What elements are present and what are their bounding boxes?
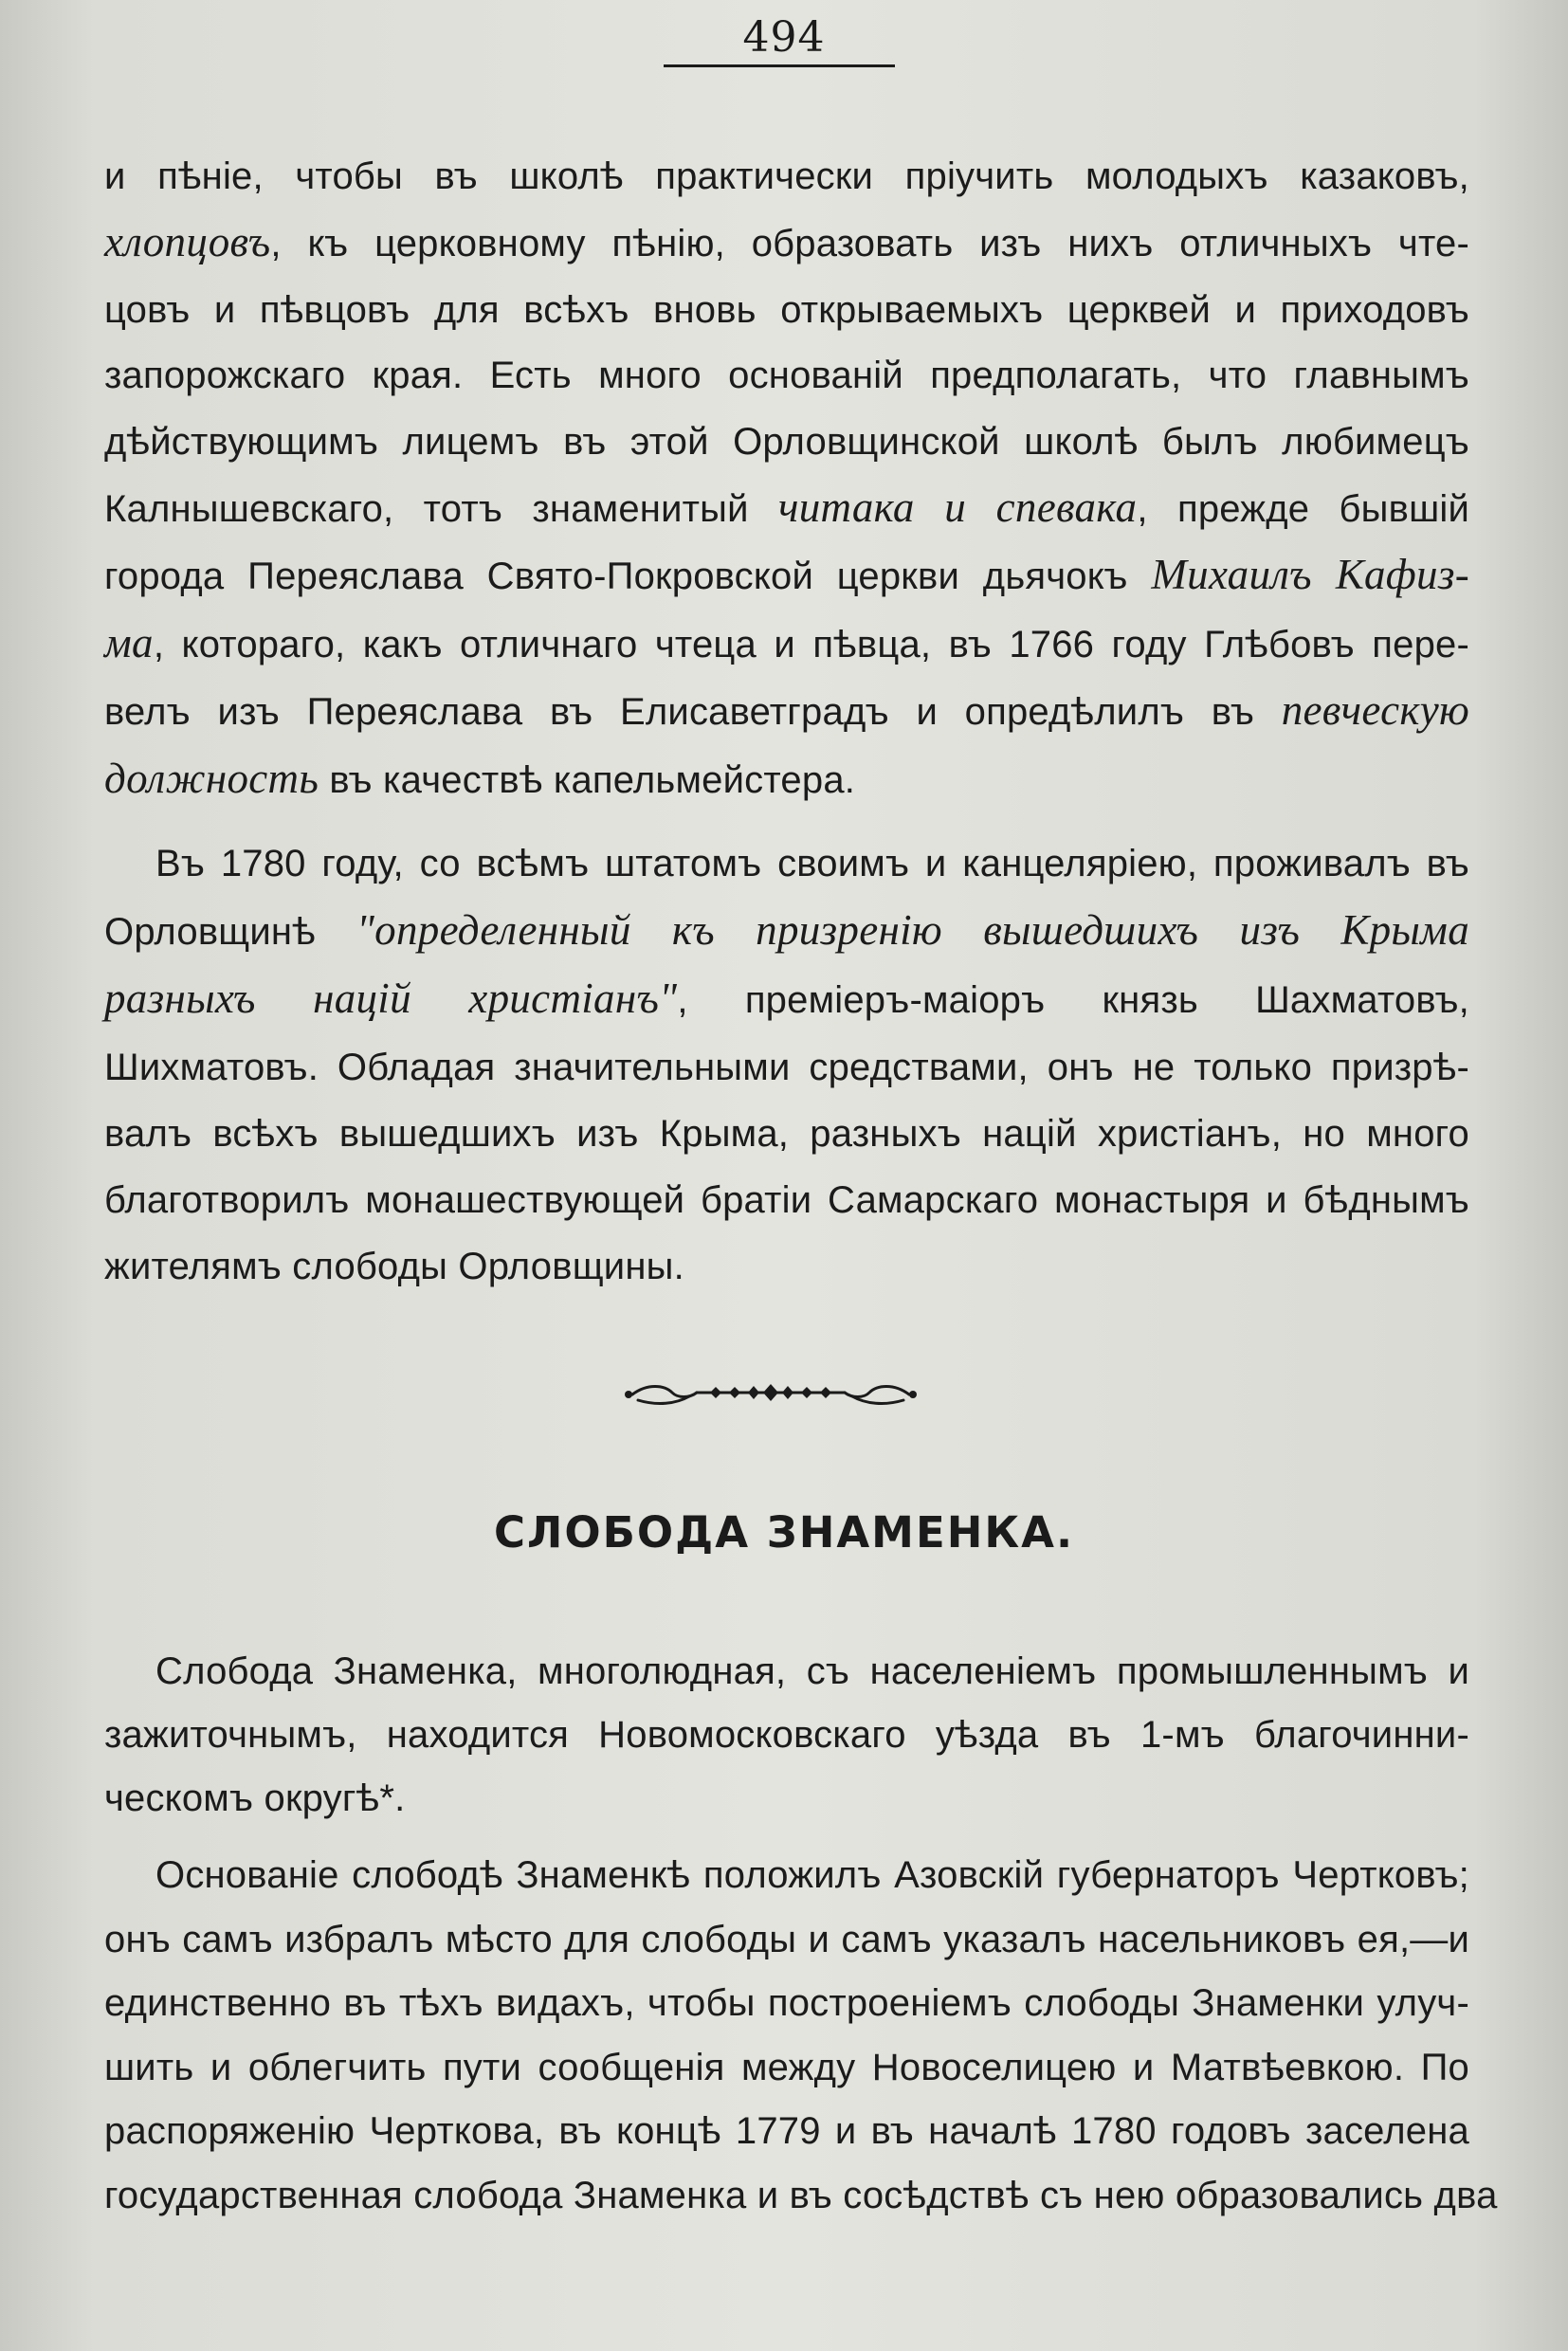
text-segment: Слобода Знаменка, многолюдная, съ населеніемъ промышленнымъ и bbox=[155, 1650, 1469, 1692]
italic-phrase: должность bbox=[104, 754, 319, 802]
text-segment: единственно въ тѣхъ видахъ, чтобы построеніемъ слободы Знаменки улуч- bbox=[104, 1982, 1469, 2025]
text-line bbox=[104, 2100, 1469, 2164]
text-line bbox=[104, 1704, 1469, 1767]
text-line bbox=[104, 746, 1469, 813]
text-segment: цовъ и пѣвцовъ для всѣхъ вновь открываемыхъ церквей и приходовъ bbox=[104, 288, 1469, 331]
italic-phrase: ма bbox=[104, 618, 154, 666]
text-segment: государственная слобода Знаменка и въ сосѣдствѣ съ нею образовались два bbox=[104, 2174, 1498, 2216]
text-segment: онъ самъ избралъ мѣсто для слободы и самъ указалъ насельниковъ ея,—и bbox=[104, 1918, 1469, 1960]
text-line bbox=[104, 1908, 1469, 1973]
paragraph-znamenka-founding bbox=[104, 1844, 1498, 2229]
text-line bbox=[104, 1844, 1469, 1908]
text-segment: , къ церковному пѣнію, образовать изъ нихъ отличныхъ чте- bbox=[270, 223, 1469, 265]
text-segment: , преміеръ-маіоръ князь Шахматовъ, bbox=[677, 979, 1469, 1022]
text-segment: велъ изъ Переяслава въ Елисаветградъ и опредѣлилъ въ bbox=[104, 691, 1282, 734]
page-number-rule bbox=[664, 64, 895, 67]
text-segment: Калнышевскаго, тотъ знаменитый bbox=[104, 488, 778, 531]
italic-phrase: Михаилъ Кафиз- bbox=[1151, 551, 1469, 599]
text-segment: , прежде бывшій bbox=[1137, 488, 1469, 531]
text-segment: жителямъ слободы Орловщины. bbox=[104, 1246, 684, 1288]
text-line bbox=[104, 678, 1469, 745]
text-line bbox=[104, 475, 1469, 542]
text-line bbox=[104, 210, 1469, 277]
text-line bbox=[104, 1167, 1469, 1233]
text-segment: валъ всѣхъ вышедшихъ изъ Крыма, разныхъ націй христіанъ, но много bbox=[104, 1112, 1469, 1155]
text-line bbox=[104, 830, 1469, 897]
text-segment: Въ 1780 году, со всѣмъ штатомъ своимъ и канцеляріею, проживалъ въ bbox=[155, 843, 1469, 884]
text-line bbox=[104, 1233, 1469, 1300]
page-number: 494 bbox=[742, 13, 826, 62]
text-line bbox=[104, 1972, 1469, 2036]
italic-phrase: разныхъ націй христіанъ" bbox=[104, 975, 678, 1023]
text-line bbox=[104, 611, 1469, 678]
text-line bbox=[104, 410, 1469, 475]
text-segment: запорожскаго края. Есть много основаній предполагать, что главнымъ bbox=[104, 355, 1469, 397]
text-segment: и пѣніе, чтобы въ школѣ практически пріучить молодыхъ казаковъ, bbox=[104, 155, 1469, 197]
text-segment: Орловщинѣ bbox=[104, 911, 356, 954]
italic-phrase: читака и спевака bbox=[777, 483, 1138, 532]
paragraph-orlovshchina-school bbox=[104, 144, 1469, 813]
text-line bbox=[104, 542, 1469, 610]
text-segment: Основаніе слободѣ Знаменкѣ положилъ Азовскій губернаторъ Чертковъ; bbox=[155, 1854, 1469, 1896]
paragraph-znamenka-intro bbox=[104, 1640, 1469, 1831]
text-line bbox=[104, 1640, 1469, 1704]
text-line bbox=[104, 1101, 1469, 1167]
text-line bbox=[104, 1767, 1469, 1831]
text-segment: зажиточнымъ, находится Новомосковскаго уѣзда въ 1-мъ благочинни- bbox=[104, 1714, 1469, 1756]
italic-phrase: певческую bbox=[1281, 686, 1469, 735]
text-line bbox=[104, 1034, 1469, 1101]
text-segment: дѣйствующимъ лицемъ въ этой Орловщинской школѣ былъ любимецъ bbox=[104, 420, 1469, 463]
text-line bbox=[104, 897, 1469, 965]
text-line bbox=[104, 343, 1469, 409]
scroll-divider-ornament-icon bbox=[619, 1372, 922, 1413]
section-title: СЛОБОДА ЗНАМЕНКА. bbox=[493, 1507, 1075, 1558]
text-line bbox=[104, 144, 1469, 210]
text-line bbox=[104, 965, 1469, 1033]
text-segment: , котораго, какъ отличнаго чтеца и пѣвца, въ 1766 году Глѣбовъ пере- bbox=[153, 623, 1469, 665]
italic-phrase: хлопцовъ bbox=[104, 218, 271, 266]
text-segment: въ качествѣ капельмейстера. bbox=[319, 758, 856, 801]
paragraph-shakhmatov bbox=[104, 830, 1469, 1300]
text-segment: города Переяслава Свято-Покровской церкви дьячокъ bbox=[104, 556, 1152, 598]
text-segment: ческомъ округѣ*. bbox=[104, 1777, 406, 1819]
text-line bbox=[104, 2036, 1469, 2101]
text-segment: благотворилъ монашествующей братіи Самарскаго монастыря и бѣднымъ bbox=[104, 1179, 1469, 1222]
text-segment: Шихматовъ. Обладая значительными средствами, онъ не только призрѣ- bbox=[104, 1046, 1469, 1088]
text-line bbox=[104, 2164, 1498, 2229]
italic-phrase: "определенный къ призренію вышедшихъ изъ Крыма bbox=[356, 906, 1470, 955]
text-segment: шить и облегчить пути сообщенія между Новоселицею и Матвѣевкою. По bbox=[104, 2046, 1469, 2088]
text-line bbox=[104, 278, 1469, 343]
text-segment: распоряженію Черткова, въ концѣ 1779 и въ началѣ 1780 годовъ заселена bbox=[104, 2110, 1469, 2153]
